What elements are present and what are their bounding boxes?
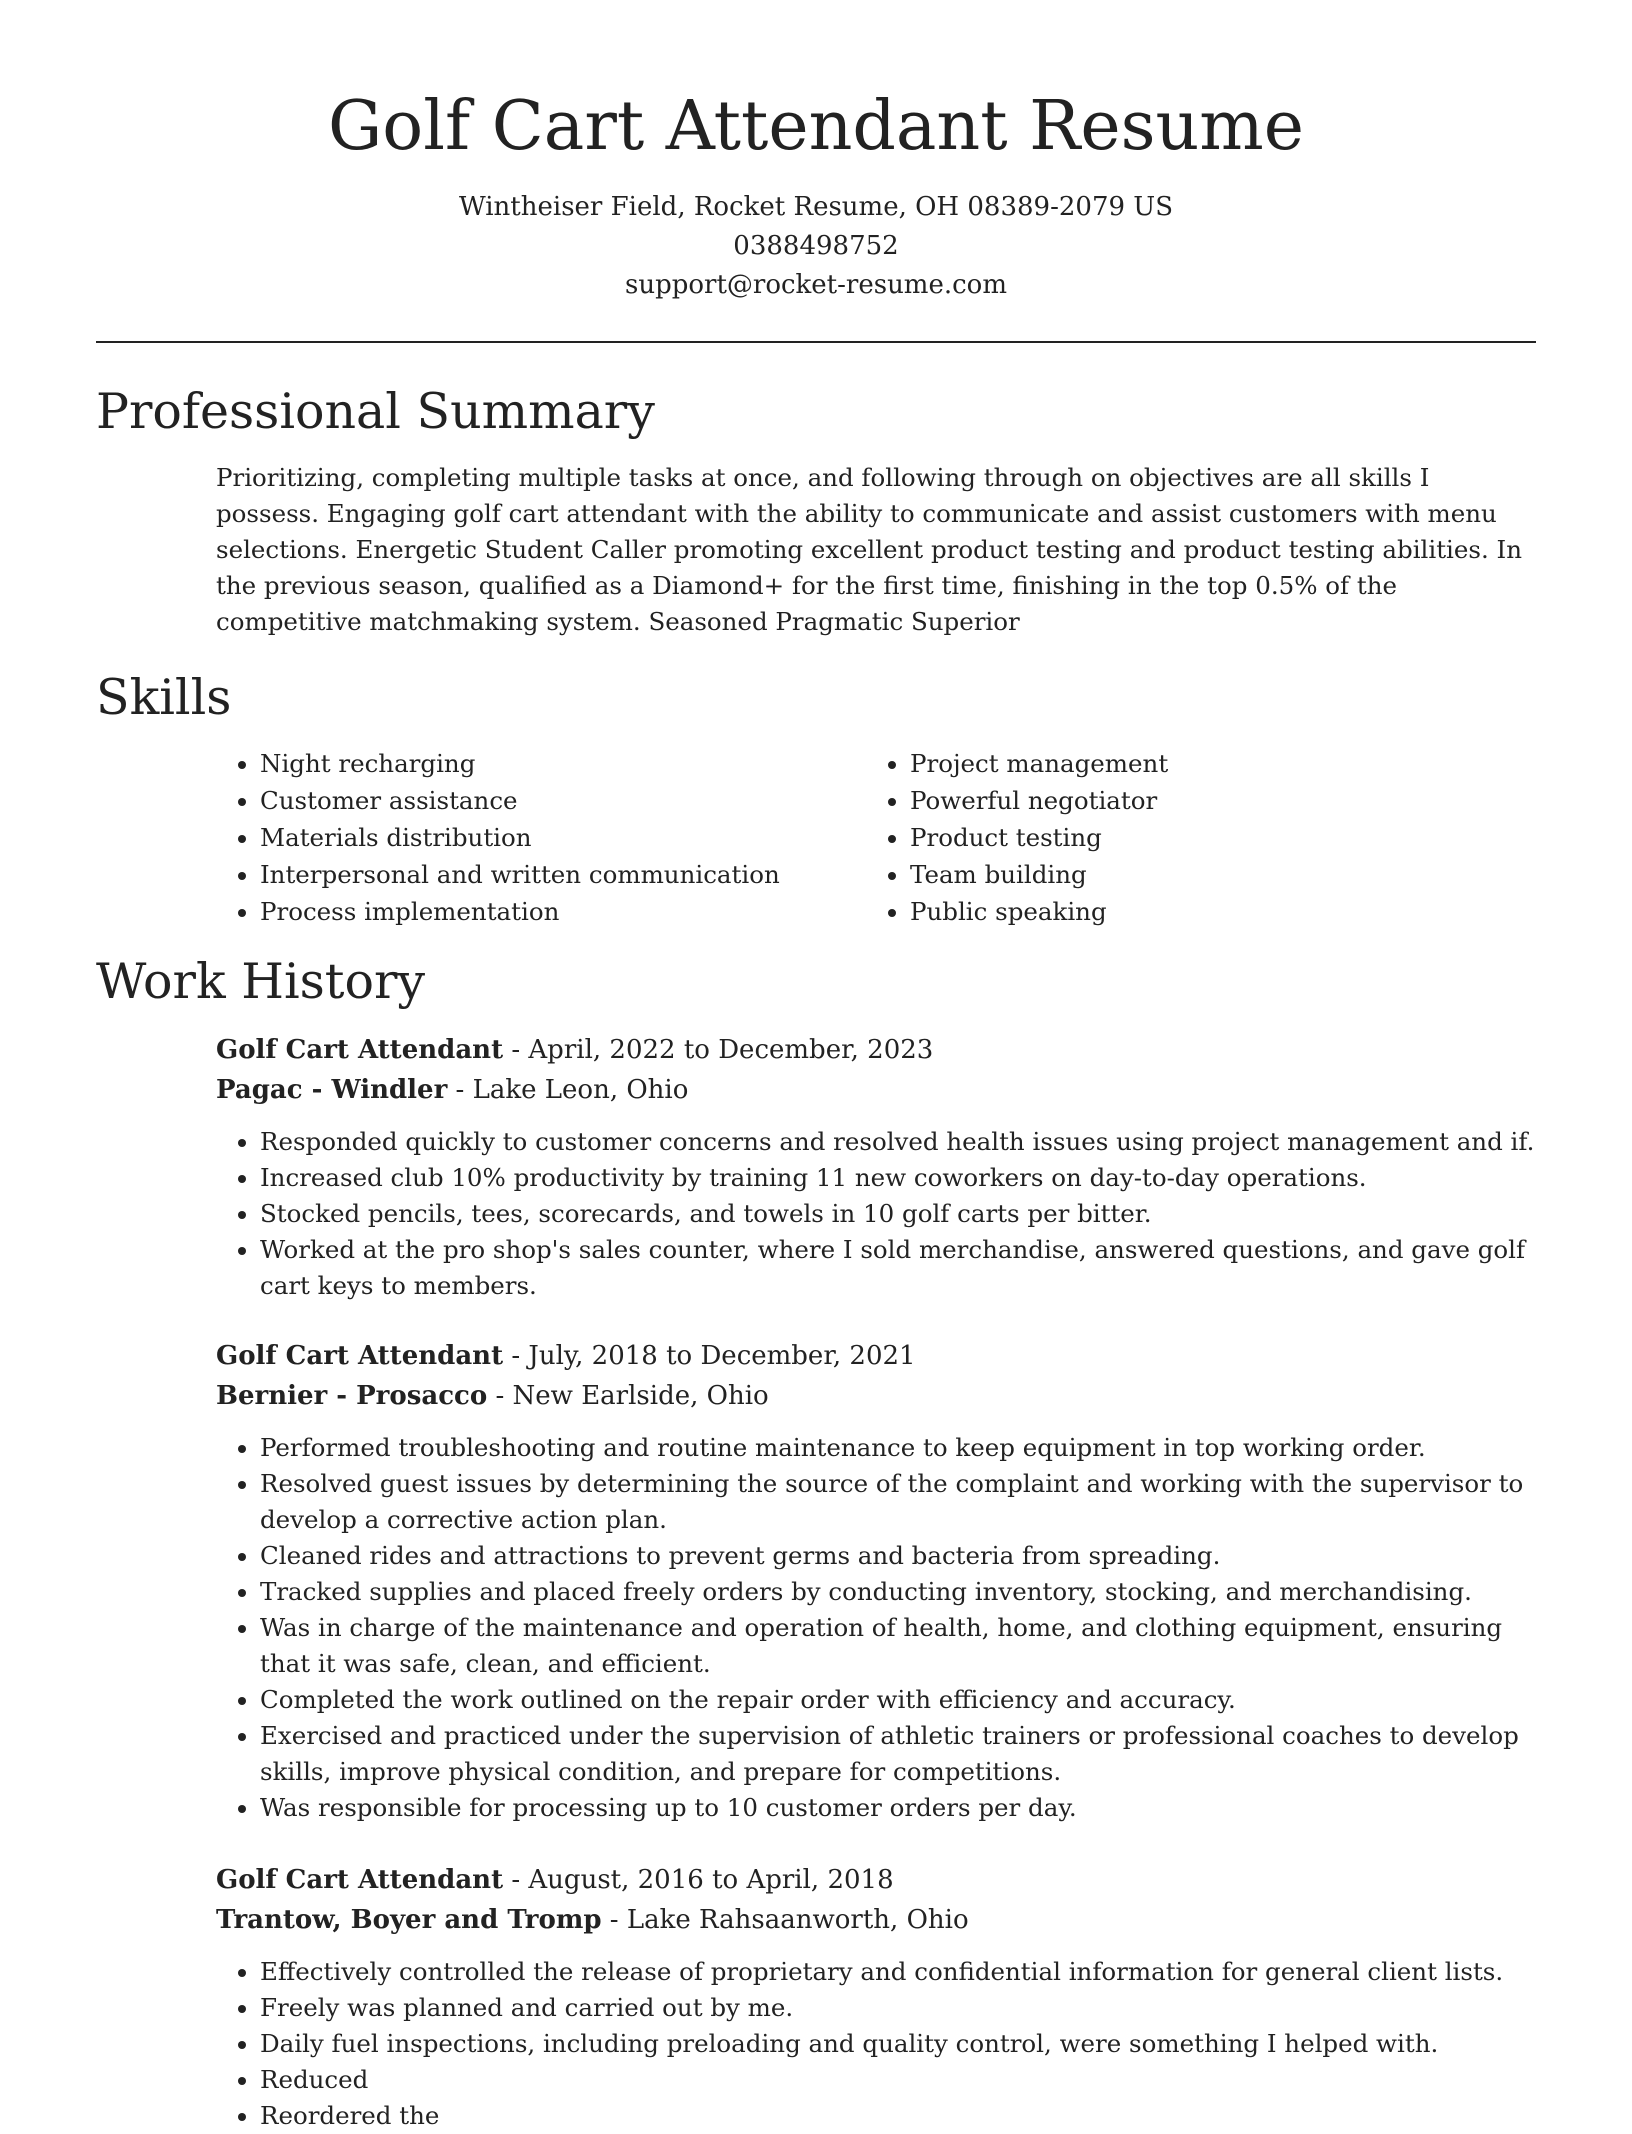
job-bullet: • Freely was planned and carried out by me. bbox=[260, 1990, 1536, 2026]
skill-item: • Customer assistance bbox=[260, 782, 866, 819]
skill-item: • Interpersonal and written communication bbox=[260, 856, 866, 893]
header-divider bbox=[96, 341, 1536, 343]
job-dates: - July, 2018 to December, 2021 bbox=[503, 1341, 916, 1371]
job-bullet: • Cleaned rides and attractions to prevent germs and bacteria from spreading. bbox=[260, 1538, 1536, 1574]
skills-list bbox=[216, 745, 1536, 930]
job-title-line bbox=[216, 1337, 1536, 1376]
job-bullet: • Was in charge of the maintenance and operation of health, home, and clothing equipment, ensuring that it was safe, clean, and efficient. bbox=[260, 1610, 1536, 1682]
phone: 0388498752 bbox=[733, 231, 899, 261]
job-entry bbox=[216, 1861, 1536, 2134]
skill-item: • Process implementation bbox=[260, 893, 866, 930]
resume-title: Golf Cart Attendant Resume bbox=[327, 87, 1305, 166]
skill-item: • Project management bbox=[910, 745, 1168, 782]
job-bullet: • Completed the work outlined on the repair order with efficiency and accuracy. bbox=[260, 1682, 1536, 1718]
job-company: Trantow, Boyer and Tromp bbox=[216, 1905, 602, 1935]
job-company-line bbox=[216, 1376, 1536, 1416]
job-bullets bbox=[216, 1430, 1536, 1826]
job-title: Golf Cart Attendant bbox=[216, 1865, 504, 1895]
job-location: - Lake Leon, Ohio bbox=[447, 1075, 689, 1105]
skills-heading: Skills bbox=[96, 669, 232, 726]
job-bullet: • Stocked pencils, tees, scorecards, and towels in 10 golf carts per bitter. bbox=[260, 1196, 1536, 1232]
job-bullet: • Responded quickly to customer concerns and resolved health issues using project management and if. bbox=[260, 1124, 1536, 1160]
skill-item: • Team building bbox=[910, 856, 1168, 893]
job-title: Golf Cart Attendant bbox=[216, 1341, 504, 1371]
job-bullet: • Resolved guest issues by determining the source of the complaint and working with the supervisor to develop a corrective action plan. bbox=[260, 1466, 1536, 1538]
job-bullet: • Exercised and practiced under the supervision of athletic trainers or professional coaches to develop skills, improve physical condition, and prepare for competitions. bbox=[260, 1718, 1536, 1790]
email: support@rocket-resume.com bbox=[624, 270, 1007, 300]
job-bullet: • Was responsible for processing up to 10 customer orders per day. bbox=[260, 1790, 1536, 1826]
job-company-line bbox=[216, 1900, 1536, 1940]
job-location: - Lake Rahsaanworth, Ohio bbox=[601, 1905, 969, 1935]
job-company: Pagac - Windler bbox=[216, 1075, 448, 1105]
job-entry bbox=[216, 1031, 1536, 1304]
address: Wintheiser Field, Rocket Resume, OH 08389-2079 US bbox=[458, 192, 1174, 222]
job-title-line bbox=[216, 1861, 1536, 1900]
job-title: Golf Cart Attendant bbox=[216, 1035, 504, 1065]
job-title-line bbox=[216, 1031, 1536, 1070]
summary-text: Prioritizing, completing multiple tasks at once, and following through on objectives are all skills I possess. Engaging golf cart attendant with the ability to communicate and assist customers with menu selections. Energetic Student Caller promoting excellent product testing and product testing abilities. In the previous season, qualified as a Diamond+ for the first time, finishing in the top 0.5% of the competitive matchmaking system. Seasoned Pragmatic Superior bbox=[216, 463, 1523, 636]
job-bullet: • Performed troubleshooting and routine maintenance to keep equipment in top working order. bbox=[260, 1430, 1536, 1466]
work-history-heading: Work History bbox=[96, 953, 426, 1010]
job-dates: - August, 2016 to April, 2018 bbox=[503, 1865, 894, 1895]
job-dates: - April, 2022 to December, 2023 bbox=[503, 1035, 934, 1065]
job-bullet: • Daily fuel inspections, including preloading and quality control, were something I helped with. bbox=[260, 2026, 1536, 2062]
job-bullet: • Reduced bbox=[260, 2062, 1536, 2098]
skills-column-2 bbox=[866, 745, 1168, 930]
job-bullet: • Reordered the bbox=[260, 2098, 1536, 2134]
job-company: Bernier - Prosacco bbox=[216, 1381, 488, 1411]
job-bullets bbox=[216, 1954, 1536, 2134]
skills-column-1 bbox=[216, 745, 866, 930]
contact-info bbox=[0, 188, 1632, 305]
skill-item: • Product testing bbox=[910, 819, 1168, 856]
job-entry bbox=[216, 1337, 1536, 1826]
job-bullet: • Tracked supplies and placed freely orders by conducting inventory, stocking, and merchandising. bbox=[260, 1574, 1536, 1610]
resume-header bbox=[0, 0, 1632, 305]
job-bullet: • Effectively controlled the release of proprietary and confidential information for general client lists. bbox=[260, 1954, 1536, 1990]
skill-item: • Night recharging bbox=[260, 745, 866, 782]
job-bullet: • Worked at the pro shop's sales counter, where I sold merchandise, answered questions, and gave golf cart keys to members. bbox=[260, 1232, 1536, 1304]
job-bullet: • Increased club 10% productivity by training 11 new coworkers on day-to-day operations. bbox=[260, 1160, 1536, 1196]
job-company-line bbox=[216, 1070, 1536, 1110]
job-bullets bbox=[216, 1124, 1536, 1304]
skill-item: • Powerful negotiator bbox=[910, 782, 1168, 819]
summary-heading: Professional Summary bbox=[96, 383, 655, 440]
job-location: - New Earlside, Ohio bbox=[487, 1381, 769, 1411]
skill-item: • Public speaking bbox=[910, 893, 1168, 930]
skill-item: • Materials distribution bbox=[260, 819, 866, 856]
